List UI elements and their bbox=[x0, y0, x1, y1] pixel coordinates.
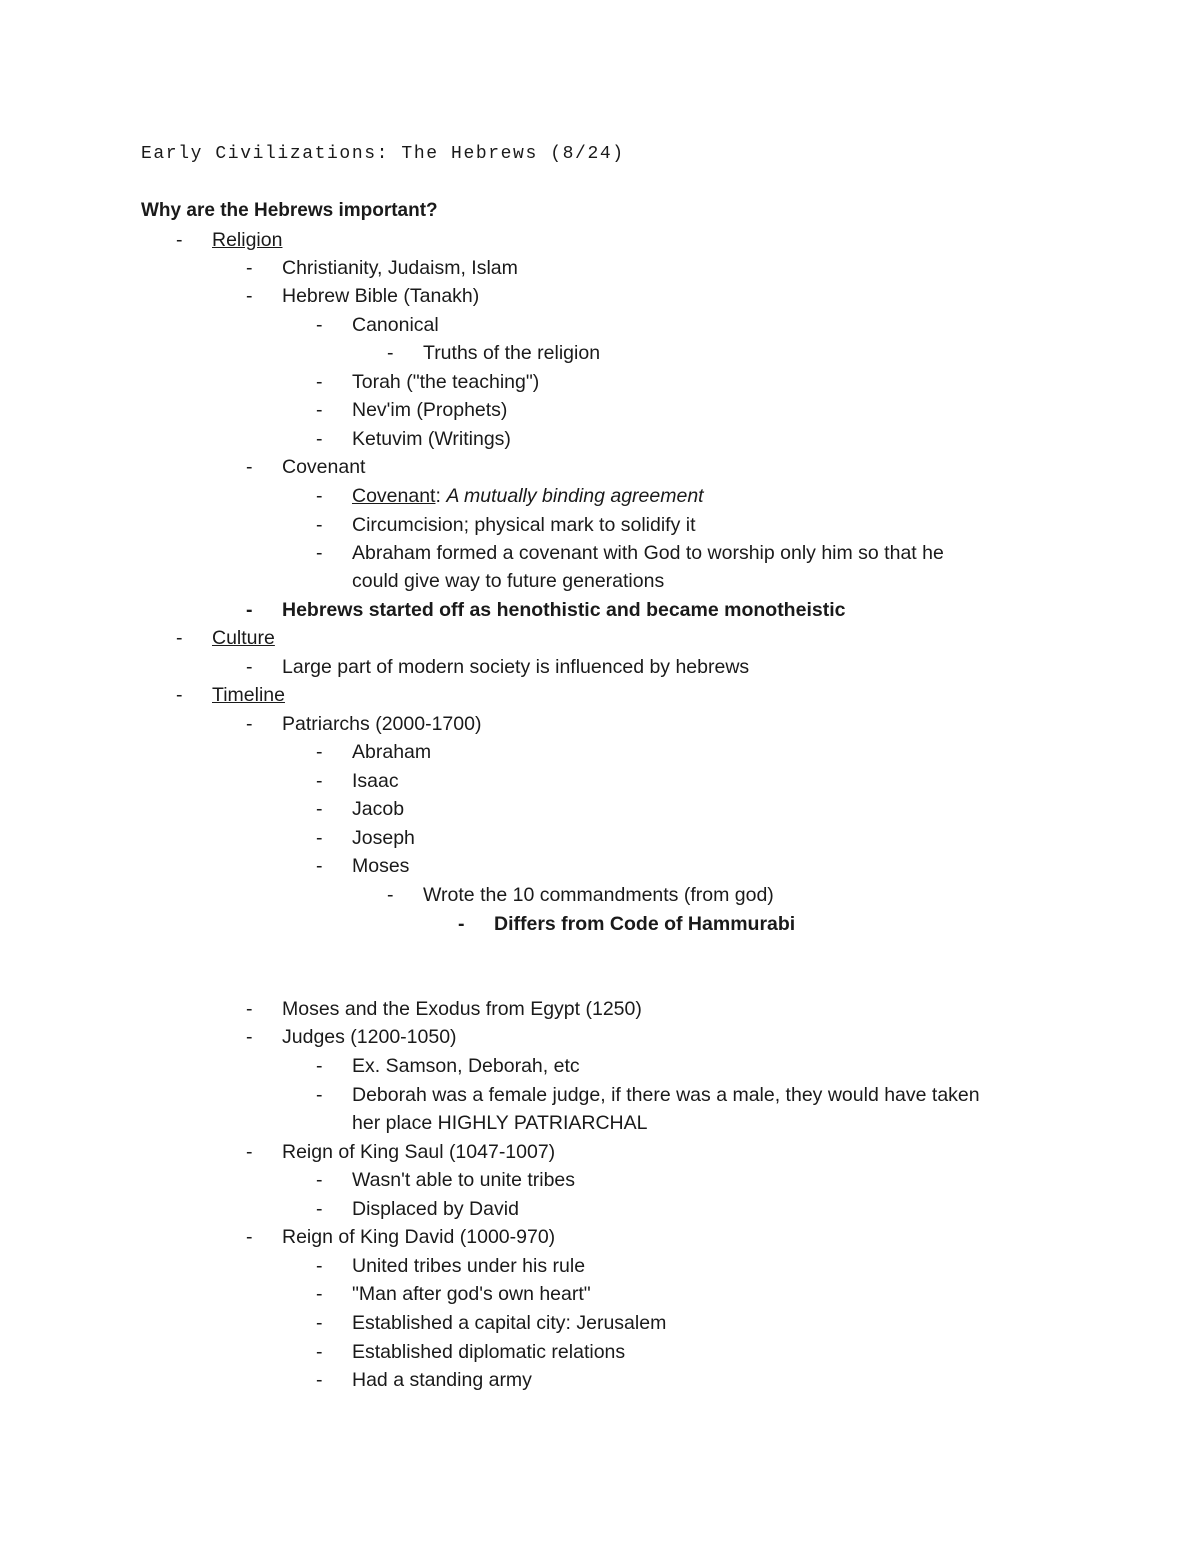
outline-item-text: Torah ("the teaching") bbox=[352, 371, 540, 393]
bullet-dash: - bbox=[316, 485, 323, 507]
bullet-dash: - bbox=[316, 770, 323, 792]
outline-item bbox=[316, 397, 508, 423]
outline-item bbox=[246, 1224, 556, 1250]
outline-item-text: Canonical bbox=[352, 314, 439, 336]
outline-item bbox=[316, 1253, 586, 1279]
outline-item bbox=[246, 654, 750, 680]
outline-item-text: Christianity, Judaism, Islam bbox=[282, 257, 518, 279]
outline-item bbox=[387, 340, 601, 366]
outline-item-text: Truths of the religion bbox=[423, 342, 601, 364]
outline-item-text: Ex. Samson, Deborah, etc bbox=[352, 1055, 580, 1077]
bullet-dash: - bbox=[316, 1084, 323, 1106]
section-heading: Why are the Hebrews important? bbox=[141, 200, 438, 221]
outline-item-text: Covenant bbox=[282, 456, 366, 478]
outline-item-text: Abraham bbox=[352, 741, 432, 763]
outline-item-text: Moses bbox=[352, 855, 410, 877]
outline-item-text: United tribes under his rule bbox=[352, 1255, 586, 1277]
outline-item-text: Religion bbox=[212, 229, 283, 251]
outline-item bbox=[176, 227, 283, 253]
outline-item bbox=[316, 312, 439, 338]
bullet-dash: - bbox=[246, 1141, 253, 1163]
bullet-dash: - bbox=[316, 1283, 323, 1305]
bullet-dash: - bbox=[316, 514, 323, 536]
bullet-dash: - bbox=[387, 884, 394, 906]
outline-item-suffix: : bbox=[435, 485, 447, 507]
bullet-dash: - bbox=[316, 399, 323, 421]
outline-item-text: "Man after god's own heart" bbox=[352, 1283, 591, 1305]
outline-item bbox=[316, 1367, 532, 1393]
bullet-dash: - bbox=[246, 285, 253, 307]
outline-item-text: Displaced by David bbox=[352, 1198, 519, 1220]
outline-item bbox=[316, 1339, 626, 1365]
outline-item bbox=[316, 853, 410, 879]
outline-item bbox=[316, 1167, 576, 1193]
outline-item bbox=[316, 825, 415, 851]
outline-item-text: Ketuvim (Writings) bbox=[352, 428, 511, 450]
outline-item-text: Judges (1200-1050) bbox=[282, 1026, 457, 1048]
bullet-dash: - bbox=[246, 1226, 253, 1248]
bullet-dash: - bbox=[246, 656, 253, 678]
outline-item bbox=[316, 1310, 667, 1336]
outline-item bbox=[387, 882, 774, 908]
outline-item-text: Differs from Code of Hammurabi bbox=[494, 913, 796, 935]
outline-item bbox=[246, 597, 846, 623]
outline-item-text: Wasn't able to unite tribes bbox=[352, 1169, 576, 1191]
bullet-dash: - bbox=[316, 1369, 323, 1391]
outline-item-text: Nev'im (Prophets) bbox=[352, 399, 508, 421]
bullet-dash: - bbox=[316, 428, 323, 450]
outline-item-text: Timeline bbox=[212, 684, 285, 706]
bullet-dash: - bbox=[316, 798, 323, 820]
outline-item-text: Covenant bbox=[352, 485, 436, 507]
outline-item-text: Wrote the 10 commandments (from god) bbox=[423, 884, 774, 906]
bullet-dash: - bbox=[316, 314, 323, 336]
bullet-dash: - bbox=[387, 342, 394, 364]
outline-item-text: Deborah was a female judge, if there was a male, they would have taken bbox=[352, 1084, 980, 1106]
outline-item bbox=[316, 1082, 980, 1108]
outline-item bbox=[316, 768, 399, 794]
bullet-dash: - bbox=[316, 1312, 323, 1334]
bullet-dash: - bbox=[246, 257, 253, 279]
bullet-dash: - bbox=[246, 1026, 253, 1048]
outline-item bbox=[316, 739, 432, 765]
outline-item bbox=[316, 796, 405, 822]
outline-item bbox=[316, 1281, 591, 1307]
outline-item-text: Patriarchs (2000-1700) bbox=[282, 713, 482, 735]
outline-item bbox=[316, 540, 944, 566]
outline-item bbox=[246, 283, 480, 309]
bullet-dash: - bbox=[316, 855, 323, 877]
outline-item bbox=[316, 512, 696, 538]
bullet-dash: - bbox=[246, 998, 253, 1020]
outline-item bbox=[458, 911, 796, 937]
outline-item bbox=[246, 1139, 556, 1165]
outline-item bbox=[246, 996, 642, 1022]
bullet-dash: - bbox=[176, 684, 183, 706]
outline-item bbox=[352, 568, 664, 594]
outline-item-text: Large part of modern society is influenced by hebrews bbox=[282, 656, 750, 678]
bullet-dash: - bbox=[316, 371, 323, 393]
outline-item-text: Abraham formed a covenant with God to worship only him so that he bbox=[352, 542, 944, 564]
outline-item bbox=[246, 1024, 457, 1050]
outline-item bbox=[176, 625, 275, 651]
bullet-dash: - bbox=[316, 1255, 323, 1277]
bullet-dash: - bbox=[246, 713, 253, 735]
outline-item-text: Reign of King David (1000-970) bbox=[282, 1226, 556, 1248]
outline-item-text: Circumcision; physical mark to solidify it bbox=[352, 514, 696, 536]
outline-item bbox=[352, 1110, 648, 1136]
outline-item-text: her place HIGHLY PATRIARCHAL bbox=[352, 1112, 648, 1134]
outline-item bbox=[246, 454, 366, 480]
document-title: Early Civilizations: The Hebrews (8/24) bbox=[141, 144, 625, 164]
bullet-dash: - bbox=[176, 229, 183, 251]
outline-item-text: Established a capital city: Jerusalem bbox=[352, 1312, 667, 1334]
outline-item bbox=[316, 1196, 519, 1222]
bullet-dash: - bbox=[316, 1341, 323, 1363]
bullet-dash: - bbox=[316, 827, 323, 849]
outline-item-text: Joseph bbox=[352, 827, 415, 849]
outline-item-text: Had a standing army bbox=[352, 1369, 532, 1391]
bullet-dash: - bbox=[316, 741, 323, 763]
outline-item bbox=[246, 711, 482, 737]
bullet-dash: - bbox=[316, 1169, 323, 1191]
bullet-dash: - bbox=[176, 627, 183, 649]
outline-item bbox=[316, 369, 540, 395]
outline-item bbox=[316, 426, 511, 452]
outline-item-text: Jacob bbox=[352, 798, 405, 820]
outline-item bbox=[316, 483, 704, 509]
outline-item-text: Reign of King Saul (1047-1007) bbox=[282, 1141, 556, 1163]
outline-item-text: could give way to future generations bbox=[352, 570, 665, 592]
definition-text: A mutually binding agreement bbox=[446, 485, 704, 507]
outline-item-text: Culture bbox=[212, 627, 275, 649]
outline-item-text: Moses and the Exodus from Egypt (1250) bbox=[282, 998, 642, 1020]
outline-item-text: Hebrews started off as henothistic and became monotheistic bbox=[282, 599, 846, 621]
bullet-dash: - bbox=[316, 1055, 323, 1077]
outline-item-text: Isaac bbox=[352, 770, 399, 792]
bullet-dash: - bbox=[316, 542, 323, 564]
outline-item bbox=[176, 682, 285, 708]
outline-item-text: Established diplomatic relations bbox=[352, 1341, 626, 1363]
bullet-dash: - bbox=[458, 913, 465, 935]
bullet-dash: - bbox=[246, 456, 253, 478]
bullet-dash: - bbox=[316, 1198, 323, 1220]
outline-item bbox=[316, 1053, 580, 1079]
bullet-dash: - bbox=[246, 599, 253, 621]
outline-item-text: Hebrew Bible (Tanakh) bbox=[282, 285, 480, 307]
outline-item bbox=[246, 255, 518, 281]
